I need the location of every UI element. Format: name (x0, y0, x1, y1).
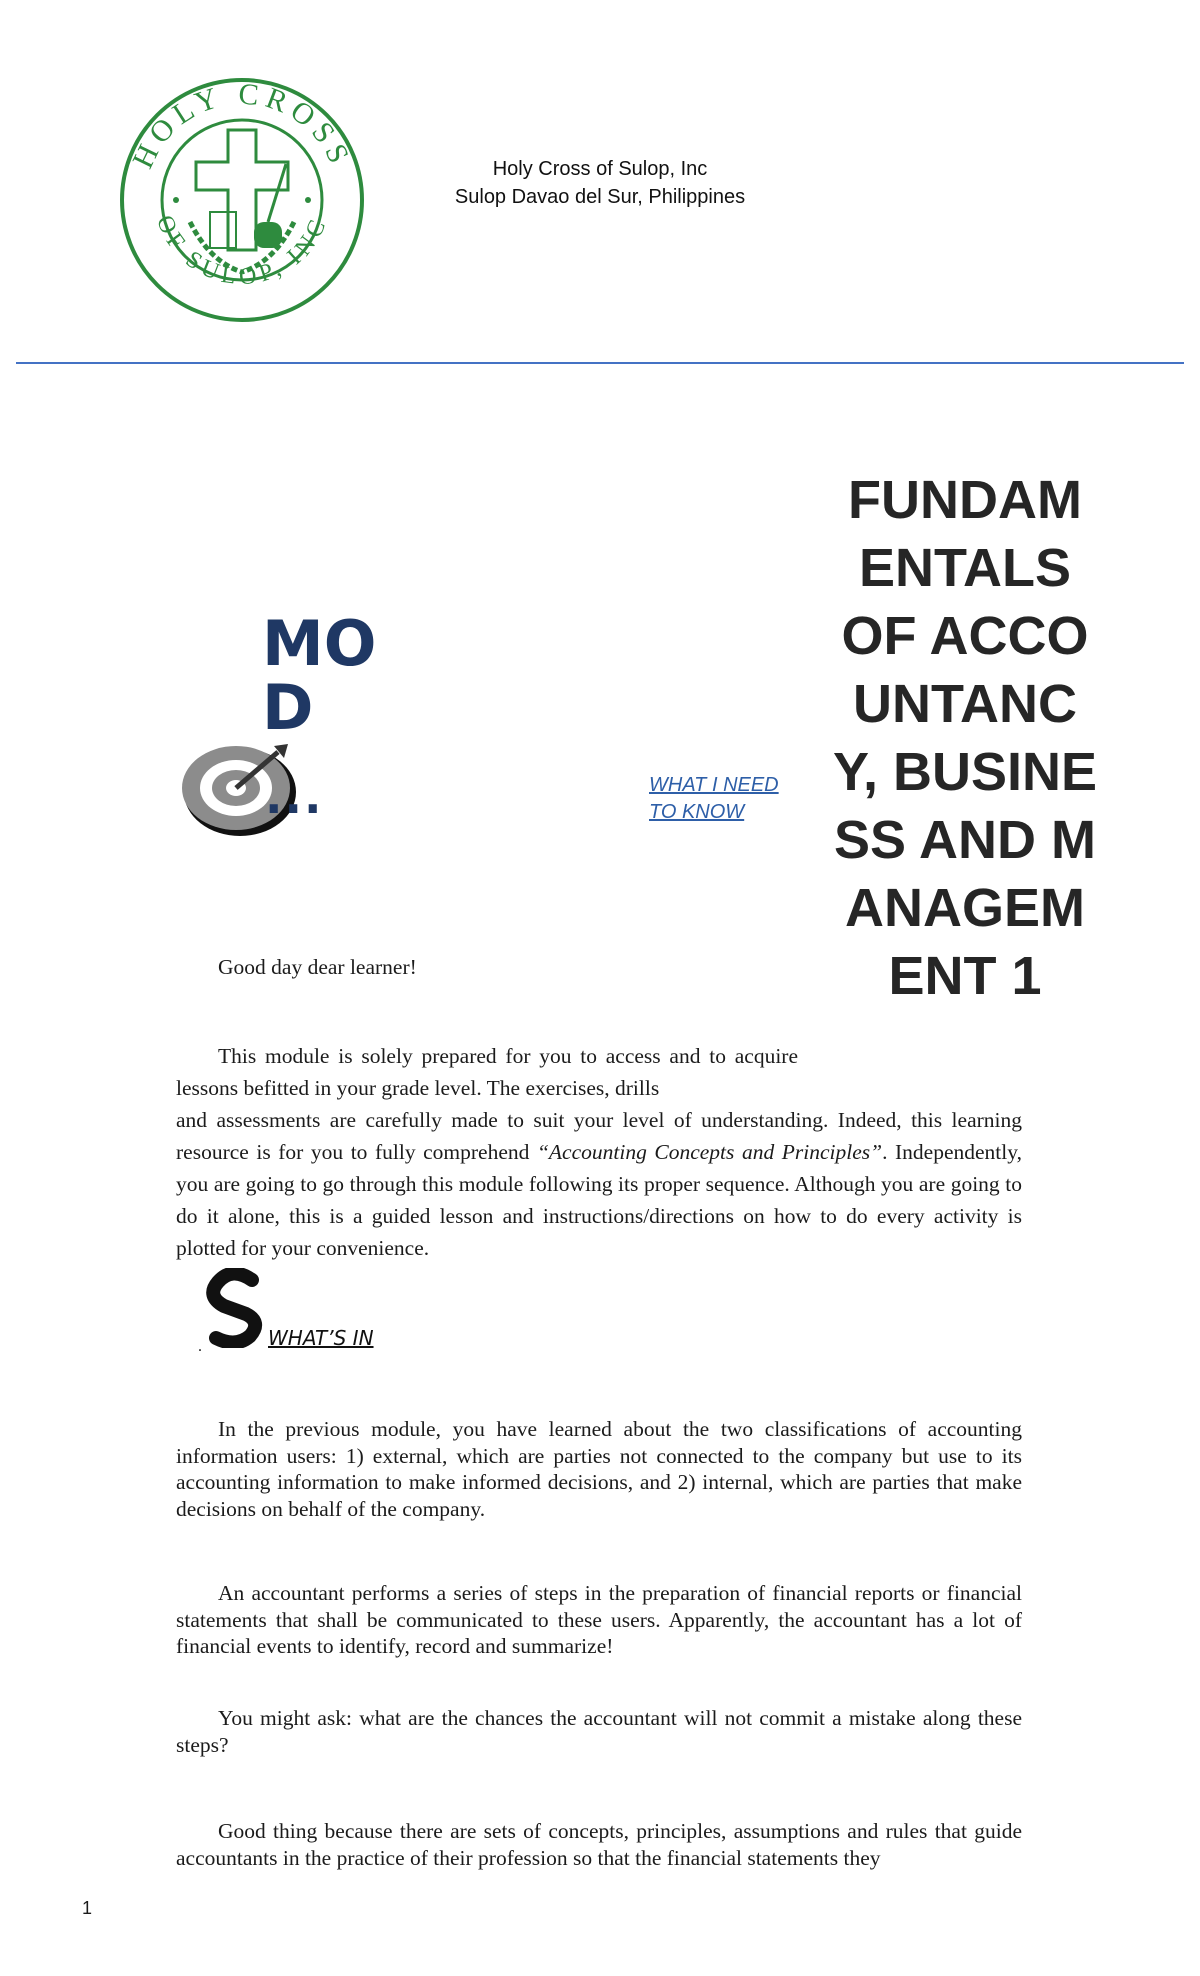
school-logo-icon (118, 72, 366, 328)
intro-text-end: . Independently, you are going to go through this module following its proper sequence. Although you are going to do it alone, this is a guided lesson and instructions/directions on how to do every activity is plotted for your convenience. (176, 1140, 1022, 1260)
school-header (410, 155, 790, 211)
school-name: Holy Cross of Sulop, Inc (492, 158, 708, 180)
module-ellipsis: ... (265, 770, 324, 824)
whats-in-paragraph-2: An accountant performs a series of steps in the preparation of financial reports or financial statements that shall be communicated to these users. Apparently, the accountant has a lot of financial events to identify, record and summarize! (176, 1581, 1022, 1658)
school-address: Sulop Davao del Sur, Philippines (454, 186, 746, 208)
svg-text:HOLY CROSS (126, 77, 357, 173)
whats-in-icon (202, 1268, 268, 1348)
subject-title: FUNDAMENTALS OF ACCOUNTANCY, BUSINESS AND MANAGEMENT 1 (832, 470, 1098, 1006)
module-word: MOD (262, 607, 377, 744)
logo-text-bottom: OF SULOP, INC (151, 211, 333, 291)
intro-paragraph-start: This module is solely prepared for you to access and to acquire lessons befitted in your grade level. The exercises, drills (176, 1044, 798, 1100)
what-i-need-to-know-link[interactable]: WHAT I NEED TO KNOW (649, 774, 779, 823)
intro-text: and assessments are carefully made to suit your level of understanding. Indeed, this learning resource is for you to fully comprehend (176, 1108, 1022, 1164)
whats-in-paragraph-4: Good thing because there are sets of concepts, principles, assumptions and rules that guide accountants in the practice of their profession so that the financial statements they (176, 1819, 1022, 1870)
page-number: 1 (82, 1898, 93, 1918)
whats-in-link[interactable]: WHAT’S IN (268, 1326, 374, 1350)
whats-in-dot: . (198, 1338, 202, 1355)
whats-in-paragraph-3: You might ask: what are the chances the accountant will not commit a mistake along these steps? (176, 1706, 1022, 1757)
intro-paragraph-continued (176, 1104, 1022, 1264)
whats-in-paragraph-1: In the previous module, you have learned about the two classifications of accounting information users: 1) external, which are parties not connected to the company but use to its accounting information to make informed decisions, and 2) internal, which are parties that make decisions on behalf of the company. (176, 1417, 1022, 1521)
intro-emphasis: “Accounting Concepts and Principles” (536, 1140, 883, 1164)
logo-text-top: HOLY CROSS (126, 77, 358, 174)
greeting: Good day dear learner! (218, 955, 417, 979)
header-divider (16, 362, 1184, 364)
